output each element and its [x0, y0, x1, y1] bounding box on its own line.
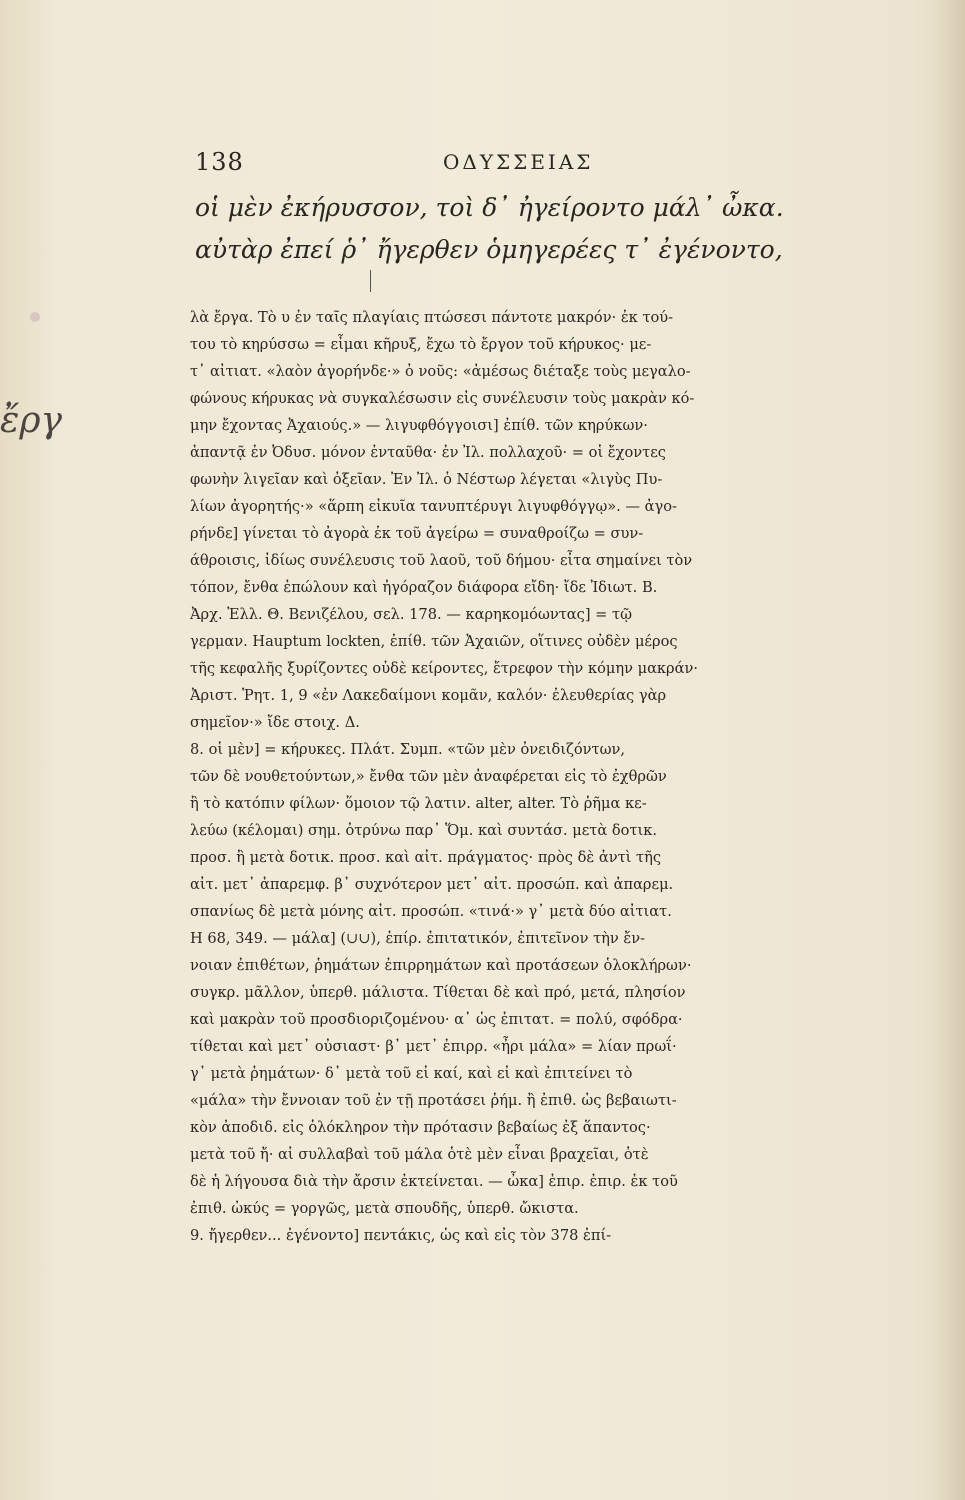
page-edge-shadow — [935, 0, 965, 1500]
commentary-line: 8. οἱ μὲν] = κήρυκες. Πλάτ. Συμπ. «τῶν μὲν ὀνειδιζόντων, — [190, 741, 626, 758]
commentary-line: δὲ ἡ λήγουσα διὰ τὴν ἄρσιν ἐκτείνεται. — ὦκα] ἐπιρ. ἐπιρ. ἐκ τοῦ — [190, 1173, 678, 1190]
verse-line-2: αὐτὰρ ἐπεί ῥ᾽ ἤγερθεν ὁμηγερέες τ᾽ ἐγένοντο, — [195, 235, 783, 264]
commentary-line: σημεῖον·» ἴδε στοιχ. Δ. — [190, 714, 360, 731]
commentary-line: προσ. ἢ μετὰ δοτικ. προσ. καὶ αἰτ. πράγματος· πρὸς δὲ ἀντὶ τῆς — [190, 849, 661, 866]
commentary-line: 9. ἤγερθεν... ἐγένοντο] πεντάκις, ὡς καὶ εἰς τὸν 378 ἐπί- — [190, 1227, 612, 1244]
commentary-line: μετὰ τοῦ ἤ· αἱ συλλαβαὶ τοῦ μάλα ὁτὲ μὲν εἶναι βραχεῖαι, ὁτὲ — [190, 1146, 649, 1163]
page-number: 138 — [195, 148, 244, 176]
commentary-line: σπανίως δὲ μετὰ μόνης αἰτ. προσώπ. «τινά·» γ᾽ μετὰ δύο αἰτιατ. — [190, 903, 672, 920]
pen-mark — [370, 270, 371, 292]
commentary-line: μην ἔχοντας Ἀχαιούς.» — λιγυφθόγγοισι] ἐπίθ. τῶν κηρύκων· — [190, 417, 648, 434]
commentary-line: λὰ ἔργα. Τὸ υ ἐν ταῖς πλαγίαις πτώσεσι πάντοτε μακρόν· ἐκ τού- — [190, 309, 674, 326]
commentary-line: αἰτ. μετ᾽ ἀπαρεμφ. β᾽ συχνότερον μετ᾽ αἰτ. προσώπ. καὶ ἀπαρεμ. — [190, 876, 674, 893]
commentary-line: Η 68, 349. — μάλα] (∪∪), ἐπίρ. ἐπιτατικόν, ἐπιτεῖνον τὴν ἔν- — [190, 930, 646, 947]
commentary-line: νοιαν ἐπιθέτων, ῥημάτων ἐπιρρημάτων καὶ προτάσεων ὁλοκλήρων· — [190, 957, 692, 974]
commentary-line: τίθεται καὶ μετ᾽ οὐσιαστ· β᾽ μετ᾽ ἐπιρρ. «ἦρι μάλα» = λίαν πρωΐ· — [190, 1038, 677, 1055]
margin-mark — [30, 312, 40, 322]
commentary-line: τ᾽ αἰτιατ. «λαὸν ἀγορήνδε·» ὁ νοῦς: «ἀμέσως διέταξε τοὺς μεγαλο- — [190, 363, 691, 380]
commentary-line: Ἀριστ. Ῥητ. 1, 9 «ἐν Λακεδαίμονι κομᾶν, καλόν· ἐλευθερίας γὰρ — [190, 687, 667, 704]
margin-handwritten-note: ἔργ — [0, 400, 62, 441]
commentary-line: φωνὴν λιγεῖαν καὶ ὀξεῖαν. Ἐν Ἰλ. ὁ Νέστωρ λέγεται «λιγὺς Πυ- — [190, 471, 663, 488]
commentary-line: τόπον, ἔνθα ἐπώλουν καὶ ἠγόραζον διάφορα εἴδη· ἴδε Ἰδιωτ. Β. — [190, 579, 658, 596]
commentary-line: λεύω (κέλομαι) σημ. ὀτρύνω παρ᾽ Ὅμ. καὶ συντάσ. μετὰ δοτικ. — [190, 822, 657, 839]
commentary-line: ἀπαντᾷ ἐν Ὀδυσ. μόνον ἐνταῦθα· ἐν Ἰλ. πολλαχοῦ· = οἱ ἔχοντες — [190, 444, 666, 461]
commentary-line: τῆς κεφαλῆς ξυρίζοντες οὐδὲ κείροντες, ἔτρεφον τὴν κόμην μακράν· — [190, 660, 698, 677]
commentary-line: του τὸ κηρύσσω = εἶμαι κῆρυξ, ἔχω τὸ ἔργον τοῦ κήρυκος· με- — [190, 336, 652, 353]
commentary-line: τῶν δὲ νουθετούντων,» ἔνθα τῶν μὲν ἀναφέρεται εἰς τὸ ἐχθρῶν — [190, 768, 667, 785]
commentary-line: καὶ μακρὰν τοῦ προσδιοριζομένου· α᾽ ὡς ἐπιτατ. = πολύ, σφόδρα· — [190, 1011, 683, 1028]
commentary-line: Ἀρχ. Ἑλλ. Θ. Βενιζέλου, σελ. 178. — καρηκομόωντας] = τῷ — [190, 606, 633, 623]
commentary-block — [190, 304, 850, 1249]
commentary-line: φώνους κήρυκας νὰ συγκαλέσωσιν εἰς συνέλευσιν τοὺς μακρὰν κό- — [190, 390, 695, 407]
running-title: ΟΔΥΣΣΕΙΑΣ — [443, 150, 594, 174]
verse-line-1: οἱ μὲν ἐκήρυσσον, τοὶ δ᾽ ἠγείροντο μάλ᾽ ὦκα. — [195, 193, 784, 222]
commentary-line: ἐπιθ. ὠκύς = γοργῶς, μετὰ σπουδῆς, ὑπερθ. ὤκιστα. — [190, 1200, 579, 1217]
commentary-line: ἢ τὸ κατόπιν φίλων· ὅμοιον τῷ λατιν. alter, alter. Τὸ ῥῆμα κε- — [190, 795, 647, 812]
commentary-line: «μάλα» τὴν ἔννοιαν τοῦ ἐν τῇ προτάσει ῥήμ. ἢ ἐπιθ. ὡς βεβαιωτι- — [190, 1092, 677, 1109]
commentary-line: γ᾽ μετὰ ῥημάτων· δ᾽ μετὰ τοῦ εἰ καί, καὶ εἰ καὶ ἐπιτείνει τὸ — [190, 1065, 633, 1082]
commentary-line: ρήνδε] γίνεται τὸ ἀγορὰ ἐκ τοῦ ἀγείρω = συναθροίζω = συν- — [190, 525, 644, 542]
commentary-line: άθροισις, ἰδίως συνέλευσις τοῦ λαοῦ, τοῦ δήμου· εἶτα σημαίνει τὸν — [190, 552, 693, 569]
commentary-line: λίων ἀγορητής·» «ἅρπη εἰκυῖα τανυπτέρυγι λιγυφθόγγῳ». — ἀγο- — [190, 498, 677, 515]
page-header — [195, 148, 835, 178]
commentary-line: συγκρ. μᾶλλον, ὑπερθ. μάλιστα. Τίθεται δὲ καὶ πρό, μετά, πλησίον — [190, 984, 686, 1001]
commentary-line: γερμαν. Hauptum lockten, ἐπίθ. τῶν Ἀχαιῶν, οἵτινες οὐδὲν μέρος — [190, 633, 678, 650]
commentary-line: κὸν ἀποδιδ. εἰς ὁλόκληρον τὴν πρότασιν βεβαίως ἐξ ἅπαντος· — [190, 1119, 651, 1136]
